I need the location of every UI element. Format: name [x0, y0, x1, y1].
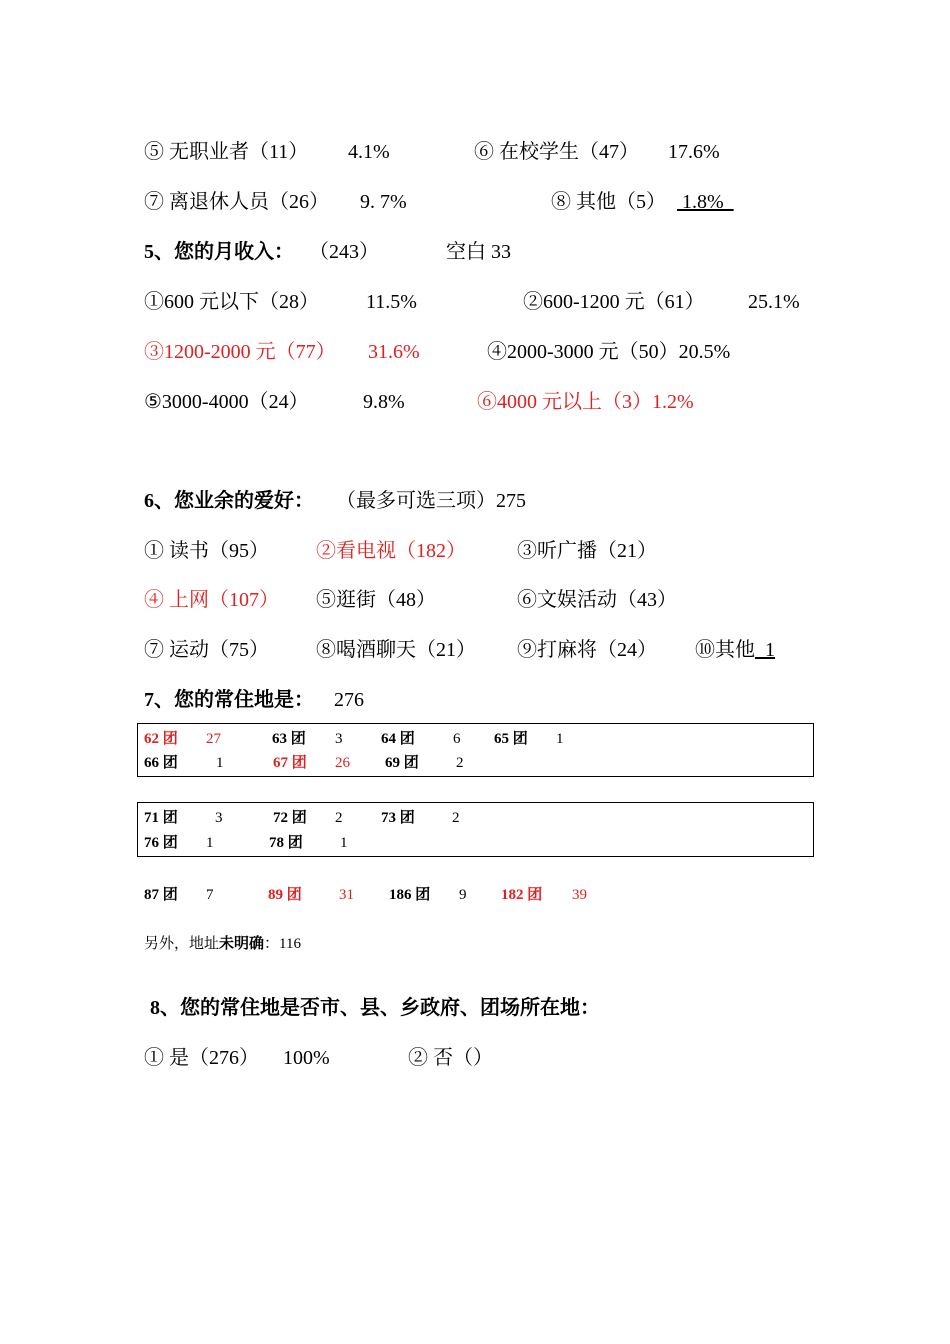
note-suffix: ：116 [264, 936, 301, 952]
hobby-sports: ⑦ 运动（75） [144, 639, 269, 661]
reg-72-val: 2 [335, 810, 343, 826]
hobby-drinking: ⑧喝酒聊天（21） [316, 639, 476, 661]
reg-73-name: 73 团 [381, 810, 415, 826]
hobby-other-label: ⑩其他 [695, 639, 755, 661]
reg-186-val: 9 [459, 887, 467, 903]
reg-63-val: 3 [335, 731, 343, 747]
income-option-5: ⑤3000-4000（24） [144, 391, 309, 413]
option-retired: ⑦ 离退休人员（26） [144, 191, 329, 213]
regiment-box-1 [137, 723, 814, 777]
regiment-box-2 [137, 802, 814, 857]
reg-71-name: 71 团 [144, 810, 178, 826]
reg-62-val: 27 [206, 731, 221, 747]
reg-65-name: 65 团 [494, 731, 528, 747]
question-6-title: 6、您业余的爱好： [144, 490, 314, 512]
option-other: ⑧ 其他（5） [551, 191, 666, 213]
income-percent-1: 11.5% [366, 291, 417, 313]
question-7-title: 7、您的常住地是： [144, 689, 314, 711]
income-option-6: ⑥4000 元以上（3）1.2% [477, 391, 694, 413]
hobby-shopping: ⑤逛街（48） [316, 589, 436, 611]
income-percent-5: 9.8% [363, 391, 405, 413]
percent-other: 1.8% [677, 191, 734, 213]
reg-66-name: 66 团 [144, 755, 178, 771]
reg-67-name: 67 团 [273, 755, 307, 771]
q8-option-yes: ① 是（276） [144, 1047, 259, 1069]
hobby-entertainment: ⑥文娱活动（43） [517, 589, 677, 611]
option-unemployed: ⑤ 无职业者（11） [144, 141, 309, 163]
hobby-tv: ②看电视（182） [316, 540, 466, 562]
income-percent-3: 31.6% [368, 341, 420, 363]
reg-64-name: 64 团 [381, 731, 415, 747]
hobby-radio: ③听广播（21） [517, 540, 657, 562]
reg-69-name: 69 团 [385, 755, 419, 771]
question-7-count: 276 [334, 689, 364, 711]
income-percent-2: 25.1% [748, 291, 800, 313]
income-option-1: ①600 元以下（28） [144, 291, 319, 313]
reg-78-val: 1 [340, 835, 348, 851]
reg-89-name: 89 团 [268, 887, 302, 903]
reg-186-name: 186 团 [389, 887, 431, 903]
percent-retired: 9. 7% [360, 191, 407, 213]
hobby-internet: ④ 上网（107） [144, 589, 279, 611]
hobby-other-value: 1 [755, 639, 775, 661]
reg-182-name: 182 团 [501, 887, 543, 903]
hobby-mahjong: ⑨打麻将（24） [517, 639, 657, 661]
reg-89-val: 31 [339, 887, 354, 903]
question-8-title: 8、您的常住地是否市、县、乡政府、团场所在地： [150, 997, 600, 1019]
reg-76-val: 1 [206, 835, 214, 851]
question-5-count: （243） [309, 241, 379, 263]
reg-87-val: 7 [206, 887, 214, 903]
reg-76-name: 76 团 [144, 835, 178, 851]
unknown-address-note [144, 935, 301, 953]
reg-87-name: 87 团 [144, 887, 178, 903]
income-option-3: ③1200-2000 元（77） [144, 341, 336, 363]
option-student: ⑥ 在校学生（47） [474, 141, 639, 163]
reg-65-val: 1 [556, 731, 564, 747]
reg-69-val: 2 [456, 755, 464, 771]
reg-72-name: 72 团 [273, 810, 307, 826]
reg-182-val: 39 [572, 887, 587, 903]
q8-percent-yes: 100% [283, 1047, 330, 1069]
reg-71-val: 3 [215, 810, 223, 826]
question-5-title: 5、您的月收入： [144, 241, 294, 263]
note-prefix: 另外，地址 [144, 936, 220, 952]
reg-62-name: 62 团 [144, 731, 178, 747]
reg-66-val: 1 [216, 755, 224, 771]
question-6-note: （最多可选三项）275 [336, 490, 526, 512]
hobby-reading: ① 读书（95） [144, 540, 269, 562]
hobby-other [695, 638, 775, 662]
income-option-2: ②600-1200 元（61） [523, 291, 705, 313]
reg-67-val: 26 [335, 755, 350, 771]
reg-63-name: 63 团 [272, 731, 306, 747]
q8-option-no: ② 否（） [408, 1047, 493, 1069]
reg-64-val: 6 [453, 731, 461, 747]
income-option-4: ④2000-3000 元（50）20.5% [487, 341, 731, 363]
note-bold: 未明确 [219, 936, 265, 952]
percent-student: 17.6% [668, 141, 720, 163]
reg-73-val: 2 [452, 810, 460, 826]
reg-78-name: 78 团 [269, 835, 303, 851]
percent-unemployed: 4.1% [348, 141, 390, 163]
question-5-blank: 空白 33 [446, 241, 511, 263]
